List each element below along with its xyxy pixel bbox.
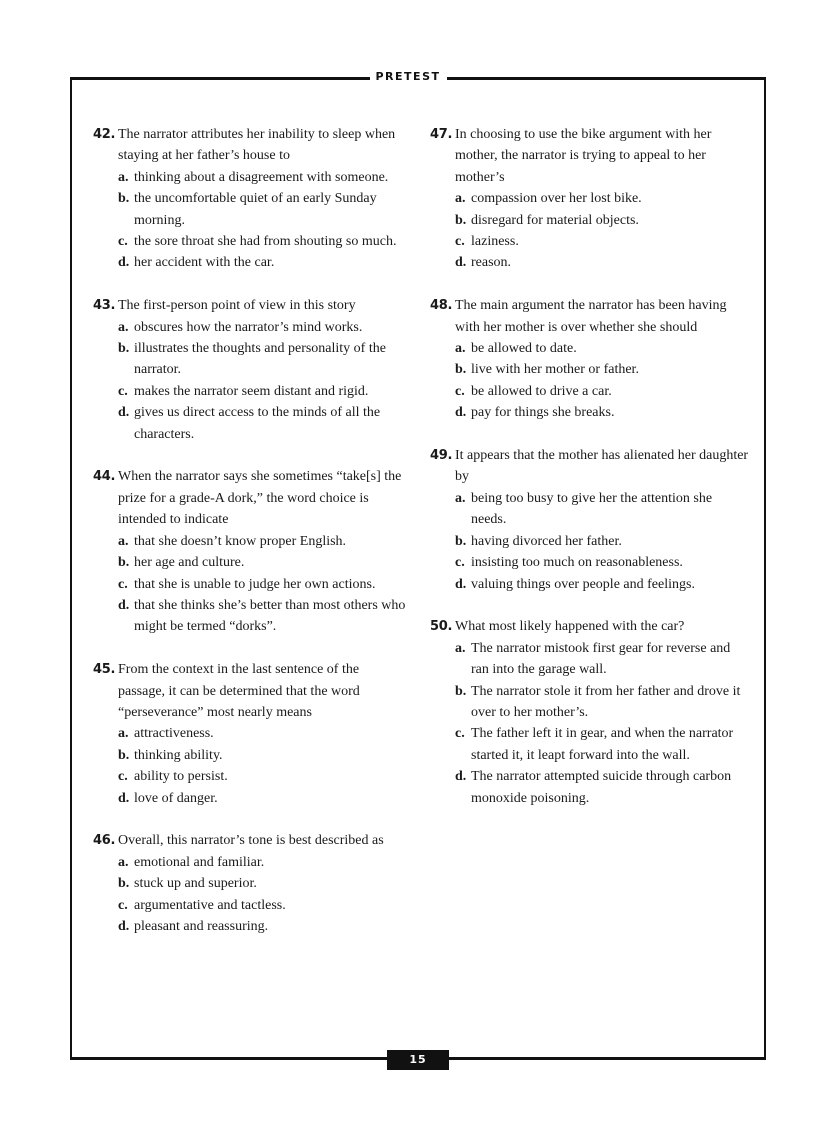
- question-43: [93, 295, 409, 445]
- option-letter: a.: [118, 319, 129, 335]
- option-letter: c.: [118, 897, 128, 913]
- option-letter: b.: [455, 533, 467, 549]
- option-letter: c.: [455, 555, 465, 571]
- question-44: [93, 466, 409, 637]
- answer-option: [93, 252, 409, 273]
- option-text: reason.: [471, 255, 512, 271]
- option-text: her accident with the car.: [134, 255, 275, 271]
- option-text: be allowed to drive a car.: [471, 383, 612, 399]
- option-letter: b.: [455, 683, 467, 699]
- option-text: that she thinks she’s better than most others who might be termed “dorks”.: [134, 597, 406, 635]
- question-stem: The narrator attributes her inability to sleep when staying at her father’s house to: [118, 127, 396, 164]
- option-text: being too busy to give her the attention she needs.: [471, 490, 713, 528]
- answer-option: [430, 638, 750, 681]
- question-46: [93, 830, 409, 937]
- option-text: obscures how the narrator’s mind works.: [134, 319, 363, 335]
- option-letter: d.: [118, 597, 130, 613]
- option-letter: c.: [118, 576, 128, 592]
- option-text: compassion over her lost bike.: [471, 191, 642, 207]
- answer-option: [430, 402, 750, 423]
- answer-option: [430, 766, 750, 809]
- header: [0, 70, 816, 83]
- question-50: [430, 616, 750, 809]
- answer-option: [93, 852, 409, 873]
- option-letter: c.: [118, 769, 128, 785]
- question-number: 48.: [430, 298, 453, 314]
- option-text: thinking ability.: [134, 747, 223, 763]
- answer-option: [430, 488, 750, 531]
- answer-option: [93, 766, 409, 787]
- answer-option: [93, 531, 409, 552]
- question-45: [93, 659, 409, 809]
- option-text: argumentative and tactless.: [134, 897, 286, 913]
- answer-option: [430, 574, 750, 595]
- answer-option: [93, 873, 409, 894]
- option-text: pleasant and reassuring.: [134, 918, 269, 934]
- question-number: 46.: [93, 833, 116, 849]
- option-letter: d.: [455, 405, 467, 421]
- option-text: attractiveness.: [134, 726, 214, 742]
- answer-option: [430, 188, 750, 209]
- question-42: [93, 124, 409, 274]
- answer-option: [93, 402, 409, 445]
- question-stem-row: [430, 295, 750, 338]
- answer-option: [430, 681, 750, 724]
- option-letter: b.: [455, 212, 467, 228]
- question-stem: The main argument the narrator has been having with her mother is over whether she should: [455, 298, 727, 335]
- option-letter: b.: [118, 191, 130, 207]
- question-stem-row: [93, 295, 409, 316]
- answer-option: [430, 552, 750, 573]
- question-number: 49.: [430, 448, 453, 464]
- option-letter: c.: [455, 234, 465, 250]
- option-text: thinking about a disagreement with someone.: [134, 169, 389, 185]
- answer-option: [93, 338, 409, 381]
- option-letter: a.: [455, 191, 466, 207]
- question-47: [430, 124, 750, 274]
- option-text: pay for things she breaks.: [471, 405, 615, 421]
- option-text: illustrates the thoughts and personality of the narrator.: [134, 341, 386, 378]
- question-number: 47.: [430, 127, 453, 142]
- question-stem-row: [93, 659, 409, 723]
- option-text: The father left it in gear, and when the narrator started it, it leapt forward into the wall.: [471, 726, 734, 763]
- option-letter: c.: [118, 234, 128, 250]
- page-number: 15: [387, 1050, 449, 1070]
- option-letter: a.: [455, 341, 466, 357]
- answer-option: [93, 231, 409, 252]
- option-letter: a.: [118, 169, 129, 185]
- answer-option: [430, 252, 750, 273]
- option-text: the sore throat she had from shouting so much.: [134, 234, 397, 250]
- question-stem: From the context in the last sentence of the passage, it can be determined that the word “perseverance” most nearly means: [118, 662, 360, 720]
- question-stem: The first-person point of view in this story: [118, 298, 356, 314]
- answer-option: [93, 916, 409, 937]
- answer-option: [93, 381, 409, 402]
- question-stem: When the narrator says she sometimes “take[s] the prize for a grade-A dork,” the word choice is intended to indicate: [118, 469, 402, 528]
- question-stem-row: [430, 124, 750, 188]
- answer-option: [93, 188, 409, 231]
- option-text: ability to persist.: [134, 769, 228, 785]
- option-letter: b.: [118, 876, 130, 892]
- option-text: the uncomfortable quiet of an early Sunday morning.: [134, 191, 377, 228]
- question-stem-row: [430, 616, 750, 637]
- option-letter: a.: [118, 533, 129, 549]
- question-stem-row: [93, 466, 409, 530]
- option-text: that she doesn’t know proper English.: [134, 533, 347, 549]
- option-letter: d.: [455, 576, 467, 592]
- option-text: having divorced her father.: [471, 533, 622, 549]
- option-text: her age and culture.: [134, 555, 245, 571]
- option-letter: b.: [455, 362, 467, 378]
- question-stem-row: [93, 830, 409, 851]
- option-text: live with her mother or father.: [471, 362, 639, 378]
- answer-option: [93, 895, 409, 916]
- answer-option: [93, 552, 409, 573]
- option-text: makes the narrator seem distant and rigid.: [134, 383, 369, 399]
- answer-option: [430, 359, 750, 380]
- option-text: valuing things over people and feelings.: [471, 576, 695, 592]
- question-stem: In choosing to use the bike argument with her mother, the narrator is trying to appeal to her mother’s: [455, 127, 712, 185]
- question-number: 50.: [430, 619, 453, 635]
- option-letter: d.: [118, 790, 130, 806]
- answer-option: [430, 210, 750, 231]
- option-text: gives us direct access to the minds of all the characters.: [134, 405, 381, 442]
- answer-option: [93, 723, 409, 744]
- option-text: The narrator stole it from her father and drove it over to her mother’s.: [471, 683, 741, 720]
- option-letter: d.: [118, 405, 130, 421]
- question-stem: It appears that the mother has alienated her daughter by: [455, 448, 749, 485]
- answer-option: [430, 723, 750, 766]
- answer-option: [93, 788, 409, 809]
- option-letter: d.: [455, 255, 467, 271]
- option-letter: b.: [118, 747, 130, 763]
- answer-option: [93, 317, 409, 338]
- option-text: insisting too much on reasonableness.: [471, 555, 683, 571]
- option-letter: d.: [118, 255, 130, 271]
- option-letter: c.: [455, 383, 465, 399]
- option-text: emotional and familiar.: [134, 854, 265, 870]
- question-stem: Overall, this narrator’s tone is best described as: [118, 833, 384, 849]
- option-text: laziness.: [471, 234, 519, 250]
- option-letter: d.: [118, 918, 130, 934]
- answer-option: [93, 574, 409, 595]
- section-label: PRETEST: [370, 70, 447, 83]
- answer-option: [93, 595, 409, 638]
- answer-option: [430, 381, 750, 402]
- option-letter: c.: [118, 383, 128, 399]
- option-text: The narrator mistook first gear for reverse and ran into the garage wall.: [471, 640, 731, 678]
- question-number: 42.: [93, 127, 116, 142]
- option-text: love of danger.: [134, 790, 218, 806]
- question-number: 44.: [93, 469, 116, 485]
- answer-option: [93, 167, 409, 188]
- option-text: stuck up and superior.: [134, 876, 257, 892]
- option-letter: a.: [455, 490, 466, 506]
- question-stem-row: [430, 445, 750, 488]
- question-stem-row: [93, 124, 409, 167]
- question-number: 45.: [93, 662, 116, 678]
- question-49: [430, 445, 750, 595]
- option-text: disregard for material objects.: [471, 212, 639, 228]
- left-column: [93, 124, 409, 959]
- option-text: The narrator attempted suicide through carbon monoxide poisoning.: [471, 769, 732, 806]
- answer-option: [430, 531, 750, 552]
- answer-option: [93, 745, 409, 766]
- option-letter: a.: [118, 726, 129, 742]
- option-letter: b.: [118, 341, 130, 357]
- option-letter: d.: [455, 769, 467, 785]
- option-text: that she is unable to judge her own actions.: [134, 576, 376, 592]
- question-stem: What most likely happened with the car?: [455, 619, 685, 635]
- right-column: [430, 124, 750, 830]
- answer-option: [430, 338, 750, 359]
- option-letter: a.: [118, 854, 129, 870]
- question-48: [430, 295, 750, 423]
- answer-option: [430, 231, 750, 252]
- option-letter: c.: [455, 726, 465, 742]
- question-number: 43.: [93, 298, 116, 314]
- option-letter: a.: [455, 640, 466, 656]
- option-letter: b.: [118, 555, 130, 571]
- option-text: be allowed to date.: [471, 341, 577, 357]
